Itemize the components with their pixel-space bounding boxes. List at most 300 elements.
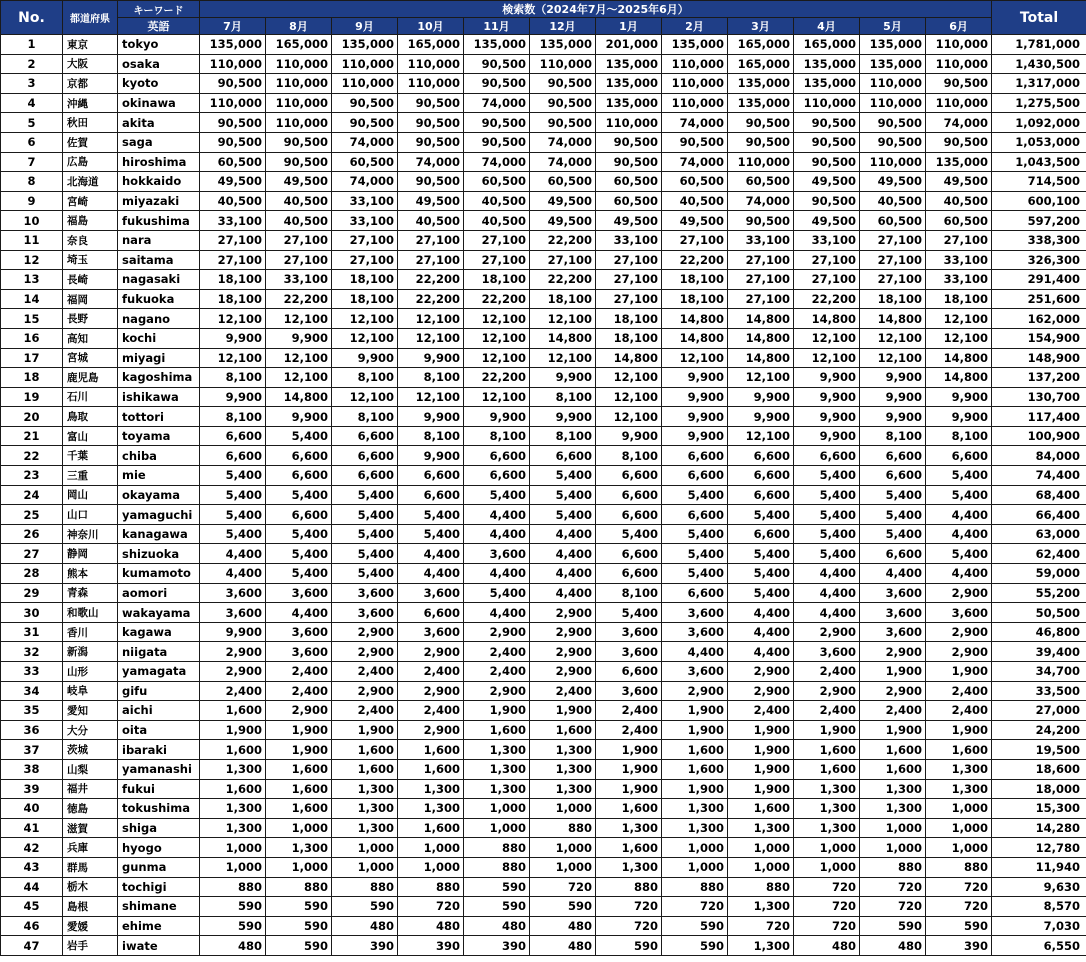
monthly-volume: 9,900 <box>728 407 794 427</box>
monthly-volume: 4,400 <box>794 603 860 623</box>
monthly-volume: 1,600 <box>596 838 662 858</box>
monthly-volume: 22,200 <box>464 289 530 309</box>
monthly-volume: 8,100 <box>596 583 662 603</box>
monthly-volume: 1,300 <box>728 936 794 956</box>
monthly-volume: 1,300 <box>398 799 464 819</box>
monthly-volume: 2,400 <box>332 662 398 682</box>
monthly-volume: 3,600 <box>464 544 530 564</box>
monthly-volume: 27,100 <box>728 250 794 270</box>
table-row <box>1 348 1086 368</box>
monthly-volume: 390 <box>464 936 530 956</box>
monthly-volume: 40,500 <box>266 191 332 211</box>
monthly-volume: 110,000 <box>266 74 332 94</box>
monthly-volume: 14,800 <box>794 309 860 329</box>
monthly-volume: 1,300 <box>860 779 926 799</box>
monthly-volume: 2,900 <box>200 662 266 682</box>
monthly-volume: 1,900 <box>266 740 332 760</box>
monthly-volume: 90,500 <box>926 132 992 152</box>
monthly-volume: 8,100 <box>530 387 596 407</box>
monthly-volume: 1,600 <box>398 759 464 779</box>
monthly-volume: 18,100 <box>464 270 530 290</box>
monthly-volume: 2,900 <box>530 622 596 642</box>
prefecture-name: 神奈川 <box>63 524 118 544</box>
monthly-volume: 8,100 <box>200 407 266 427</box>
table-row <box>1 681 1086 701</box>
total-volume: 100,900 <box>992 426 1086 446</box>
total-volume: 1,781,000 <box>992 35 1086 55</box>
monthly-volume: 9,900 <box>398 446 464 466</box>
monthly-volume: 90,500 <box>200 113 266 133</box>
total-volume: 50,500 <box>992 603 1086 623</box>
monthly-volume: 90,500 <box>728 113 794 133</box>
row-number: 24 <box>1 485 63 505</box>
monthly-volume: 1,000 <box>728 838 794 858</box>
table-row <box>1 270 1086 290</box>
total-volume: 19,500 <box>992 740 1086 760</box>
monthly-volume: 1,000 <box>860 838 926 858</box>
monthly-volume: 110,000 <box>662 93 728 113</box>
monthly-volume: 18,100 <box>200 289 266 309</box>
monthly-volume: 5,400 <box>662 564 728 584</box>
table-row <box>1 779 1086 799</box>
row-number: 47 <box>1 936 63 956</box>
monthly-volume: 22,200 <box>464 368 530 388</box>
total-volume: 74,400 <box>992 466 1086 486</box>
monthly-volume: 49,500 <box>266 172 332 192</box>
keyword-english: miyazaki <box>118 191 200 211</box>
table-row <box>1 622 1086 642</box>
prefecture-name: 宮城 <box>63 348 118 368</box>
total-volume: 33,500 <box>992 681 1086 701</box>
monthly-volume: 480 <box>530 936 596 956</box>
monthly-volume: 390 <box>332 936 398 956</box>
header-month: 11月 <box>464 18 530 35</box>
monthly-volume: 5,400 <box>332 544 398 564</box>
monthly-volume: 60,500 <box>926 211 992 231</box>
monthly-volume: 27,100 <box>728 270 794 290</box>
monthly-volume: 1,000 <box>926 818 992 838</box>
total-volume: 63,000 <box>992 524 1086 544</box>
monthly-volume: 5,400 <box>200 524 266 544</box>
monthly-volume: 1,600 <box>530 720 596 740</box>
prefecture-name: 京都 <box>63 74 118 94</box>
keyword-english: shiga <box>118 818 200 838</box>
monthly-volume: 74,000 <box>464 152 530 172</box>
row-number: 4 <box>1 93 63 113</box>
monthly-volume: 9,900 <box>662 407 728 427</box>
header-total: Total <box>992 1 1086 35</box>
monthly-volume: 18,100 <box>662 270 728 290</box>
monthly-volume: 390 <box>398 936 464 956</box>
keyword-english: fukushima <box>118 211 200 231</box>
keyword-english: shizuoka <box>118 544 200 564</box>
monthly-volume: 12,100 <box>596 407 662 427</box>
row-number: 18 <box>1 368 63 388</box>
monthly-volume: 4,400 <box>794 564 860 584</box>
monthly-volume: 480 <box>398 916 464 936</box>
monthly-volume: 6,600 <box>266 446 332 466</box>
monthly-volume: 110,000 <box>596 113 662 133</box>
keyword-english: okayama <box>118 485 200 505</box>
monthly-volume: 720 <box>530 877 596 897</box>
monthly-volume: 165,000 <box>266 35 332 55</box>
row-number: 17 <box>1 348 63 368</box>
monthly-volume: 2,900 <box>200 642 266 662</box>
monthly-volume: 18,100 <box>530 289 596 309</box>
table-row <box>1 113 1086 133</box>
monthly-volume: 27,100 <box>728 289 794 309</box>
monthly-volume: 74,000 <box>530 132 596 152</box>
total-volume: 130,700 <box>992 387 1086 407</box>
monthly-volume: 5,400 <box>332 524 398 544</box>
monthly-volume: 590 <box>200 897 266 917</box>
monthly-volume: 1,600 <box>200 701 266 721</box>
monthly-volume: 33,100 <box>728 230 794 250</box>
monthly-volume: 90,500 <box>926 74 992 94</box>
row-number: 37 <box>1 740 63 760</box>
monthly-volume: 5,400 <box>332 485 398 505</box>
monthly-volume: 27,100 <box>860 250 926 270</box>
monthly-volume: 1,300 <box>332 818 398 838</box>
monthly-volume: 3,600 <box>596 642 662 662</box>
monthly-volume: 135,000 <box>662 35 728 55</box>
monthly-volume: 2,900 <box>662 681 728 701</box>
monthly-volume: 110,000 <box>266 54 332 74</box>
monthly-volume: 9,900 <box>926 407 992 427</box>
monthly-volume: 2,900 <box>332 681 398 701</box>
monthly-volume: 2,400 <box>794 701 860 721</box>
monthly-volume: 480 <box>860 936 926 956</box>
table-row <box>1 426 1086 446</box>
monthly-volume: 135,000 <box>860 35 926 55</box>
monthly-volume: 135,000 <box>926 152 992 172</box>
monthly-volume: 90,500 <box>200 132 266 152</box>
keyword-english: kanagawa <box>118 524 200 544</box>
monthly-volume: 165,000 <box>728 54 794 74</box>
monthly-volume: 8,100 <box>398 368 464 388</box>
monthly-volume: 2,400 <box>398 662 464 682</box>
monthly-volume: 90,500 <box>596 152 662 172</box>
monthly-volume: 12,100 <box>332 328 398 348</box>
monthly-volume: 18,100 <box>200 270 266 290</box>
monthly-volume: 1,900 <box>266 720 332 740</box>
monthly-volume: 5,400 <box>200 485 266 505</box>
monthly-volume: 1,300 <box>464 779 530 799</box>
monthly-volume: 90,500 <box>332 93 398 113</box>
monthly-volume: 33,100 <box>200 211 266 231</box>
keyword-english: kochi <box>118 328 200 348</box>
monthly-volume: 5,400 <box>926 466 992 486</box>
monthly-volume: 3,600 <box>332 583 398 603</box>
monthly-volume: 12,100 <box>926 328 992 348</box>
table-row <box>1 54 1086 74</box>
monthly-volume: 90,500 <box>464 54 530 74</box>
monthly-volume: 9,900 <box>926 387 992 407</box>
monthly-volume: 90,500 <box>728 211 794 231</box>
prefecture-name: 大阪 <box>63 54 118 74</box>
monthly-volume: 12,100 <box>398 328 464 348</box>
table-row <box>1 603 1086 623</box>
monthly-volume: 2,900 <box>530 603 596 623</box>
monthly-volume: 2,400 <box>530 681 596 701</box>
monthly-volume: 880 <box>860 857 926 877</box>
total-volume: 251,600 <box>992 289 1086 309</box>
monthly-volume: 90,500 <box>794 191 860 211</box>
monthly-volume: 1,000 <box>860 818 926 838</box>
monthly-volume: 4,400 <box>464 505 530 525</box>
monthly-volume: 27,100 <box>926 230 992 250</box>
row-number: 29 <box>1 583 63 603</box>
row-number: 35 <box>1 701 63 721</box>
monthly-volume: 6,600 <box>596 564 662 584</box>
monthly-volume: 9,900 <box>266 407 332 427</box>
table-row <box>1 857 1086 877</box>
monthly-volume: 6,600 <box>266 505 332 525</box>
monthly-volume: 720 <box>860 877 926 897</box>
monthly-volume: 135,000 <box>728 74 794 94</box>
monthly-volume: 5,400 <box>662 485 728 505</box>
monthly-volume: 74,000 <box>926 113 992 133</box>
monthly-volume: 720 <box>926 897 992 917</box>
monthly-volume: 5,400 <box>596 524 662 544</box>
total-volume: 7,030 <box>992 916 1086 936</box>
row-number: 27 <box>1 544 63 564</box>
monthly-volume: 9,900 <box>398 348 464 368</box>
monthly-volume: 6,600 <box>926 446 992 466</box>
monthly-volume: 1,600 <box>200 779 266 799</box>
monthly-volume: 880 <box>596 877 662 897</box>
row-number: 14 <box>1 289 63 309</box>
monthly-volume: 33,100 <box>332 191 398 211</box>
monthly-volume: 8,100 <box>332 368 398 388</box>
monthly-volume: 27,100 <box>332 250 398 270</box>
monthly-volume: 5,400 <box>728 564 794 584</box>
keyword-english: tokushima <box>118 799 200 819</box>
monthly-volume: 1,000 <box>728 857 794 877</box>
monthly-volume: 22,200 <box>530 230 596 250</box>
monthly-volume: 2,900 <box>530 662 596 682</box>
monthly-volume: 40,500 <box>662 191 728 211</box>
monthly-volume: 49,500 <box>596 211 662 231</box>
prefecture-name: 三重 <box>63 466 118 486</box>
keyword-english: nagano <box>118 309 200 329</box>
table-body <box>1 35 1086 956</box>
monthly-volume: 4,400 <box>266 603 332 623</box>
monthly-volume: 720 <box>662 897 728 917</box>
table-row <box>1 466 1086 486</box>
monthly-volume: 2,900 <box>398 642 464 662</box>
monthly-volume: 6,600 <box>332 426 398 446</box>
monthly-volume: 2,400 <box>464 662 530 682</box>
monthly-volume: 6,600 <box>860 466 926 486</box>
monthly-volume: 110,000 <box>728 152 794 172</box>
monthly-volume: 27,100 <box>266 230 332 250</box>
monthly-volume: 27,100 <box>398 250 464 270</box>
monthly-volume: 2,900 <box>464 622 530 642</box>
row-number: 7 <box>1 152 63 172</box>
monthly-volume: 3,600 <box>200 603 266 623</box>
monthly-volume: 74,000 <box>530 152 596 172</box>
monthly-volume: 12,100 <box>332 309 398 329</box>
monthly-volume: 3,600 <box>596 622 662 642</box>
prefecture-name: 福島 <box>63 211 118 231</box>
monthly-volume: 6,600 <box>662 505 728 525</box>
monthly-volume: 9,900 <box>200 387 266 407</box>
header-month: 10月 <box>398 18 464 35</box>
monthly-volume: 4,400 <box>728 603 794 623</box>
monthly-volume: 1,000 <box>464 799 530 819</box>
monthly-volume: 110,000 <box>926 93 992 113</box>
monthly-volume: 1,300 <box>926 779 992 799</box>
monthly-volume: 1,600 <box>794 759 860 779</box>
monthly-volume: 12,100 <box>200 348 266 368</box>
monthly-volume: 6,600 <box>728 524 794 544</box>
monthly-volume: 27,100 <box>398 230 464 250</box>
monthly-volume: 12,100 <box>266 309 332 329</box>
table-row <box>1 818 1086 838</box>
prefecture-name: 長崎 <box>63 270 118 290</box>
monthly-volume: 1,300 <box>860 799 926 819</box>
monthly-volume: 3,600 <box>662 662 728 682</box>
monthly-volume: 9,900 <box>860 407 926 427</box>
keyword-english: kyoto <box>118 74 200 94</box>
monthly-volume: 2,400 <box>200 681 266 701</box>
monthly-volume: 12,100 <box>398 387 464 407</box>
monthly-volume: 1,000 <box>794 857 860 877</box>
monthly-volume: 1,300 <box>530 740 596 760</box>
monthly-volume: 2,400 <box>596 720 662 740</box>
prefecture-name: 北海道 <box>63 172 118 192</box>
table-row <box>1 407 1086 427</box>
monthly-volume: 60,500 <box>530 172 596 192</box>
prefecture-name: 沖縄 <box>63 93 118 113</box>
monthly-volume: 6,600 <box>200 426 266 446</box>
monthly-volume: 12,100 <box>596 387 662 407</box>
monthly-volume: 6,600 <box>860 544 926 564</box>
monthly-volume: 480 <box>200 936 266 956</box>
header-prefecture: 都道府県 <box>63 1 118 35</box>
monthly-volume: 2,900 <box>794 622 860 642</box>
monthly-volume: 90,500 <box>662 132 728 152</box>
monthly-volume: 5,400 <box>794 524 860 544</box>
monthly-volume: 8,100 <box>464 426 530 446</box>
monthly-volume: 40,500 <box>200 191 266 211</box>
monthly-volume: 880 <box>464 838 530 858</box>
row-number: 32 <box>1 642 63 662</box>
table-row <box>1 583 1086 603</box>
monthly-volume: 5,400 <box>332 564 398 584</box>
monthly-volume: 6,600 <box>662 583 728 603</box>
monthly-volume: 27,100 <box>860 230 926 250</box>
monthly-volume: 4,400 <box>530 583 596 603</box>
monthly-volume: 110,000 <box>200 54 266 74</box>
prefecture-name: 福井 <box>63 779 118 799</box>
monthly-volume: 5,400 <box>530 485 596 505</box>
table-row <box>1 152 1086 172</box>
monthly-volume: 49,500 <box>860 172 926 192</box>
monthly-volume: 5,400 <box>662 544 728 564</box>
row-number: 41 <box>1 818 63 838</box>
monthly-volume: 14,800 <box>860 309 926 329</box>
monthly-volume: 12,100 <box>266 348 332 368</box>
table-row <box>1 936 1086 956</box>
monthly-volume: 4,400 <box>926 505 992 525</box>
row-number: 20 <box>1 407 63 427</box>
monthly-volume: 5,400 <box>728 505 794 525</box>
monthly-volume: 2,400 <box>926 701 992 721</box>
header-keyword: キーワード <box>118 1 200 18</box>
monthly-volume: 590 <box>266 897 332 917</box>
prefecture-name: 岡山 <box>63 485 118 505</box>
monthly-volume: 1,300 <box>926 759 992 779</box>
monthly-volume: 1,300 <box>662 818 728 838</box>
monthly-volume: 90,500 <box>200 74 266 94</box>
table-row <box>1 328 1086 348</box>
monthly-volume: 1,300 <box>200 799 266 819</box>
monthly-volume: 135,000 <box>200 35 266 55</box>
monthly-volume: 22,200 <box>266 289 332 309</box>
monthly-volume: 8,100 <box>200 368 266 388</box>
total-volume: 8,570 <box>992 897 1086 917</box>
monthly-volume: 1,900 <box>662 701 728 721</box>
keyword-english: mie <box>118 466 200 486</box>
monthly-volume: 6,600 <box>662 446 728 466</box>
monthly-volume: 27,100 <box>200 250 266 270</box>
keyword-english: iwate <box>118 936 200 956</box>
monthly-volume: 8,100 <box>860 426 926 446</box>
monthly-volume: 720 <box>860 897 926 917</box>
monthly-volume: 90,500 <box>398 113 464 133</box>
monthly-volume: 74,000 <box>398 152 464 172</box>
monthly-volume: 1,600 <box>266 759 332 779</box>
monthly-volume: 110,000 <box>200 93 266 113</box>
monthly-volume: 27,100 <box>860 270 926 290</box>
monthly-volume: 720 <box>728 916 794 936</box>
monthly-volume: 8,100 <box>926 426 992 446</box>
monthly-volume: 1,900 <box>728 779 794 799</box>
monthly-volume: 3,600 <box>860 603 926 623</box>
monthly-volume: 12,100 <box>926 309 992 329</box>
monthly-volume: 33,100 <box>794 230 860 250</box>
monthly-volume: 2,900 <box>860 642 926 662</box>
monthly-volume: 135,000 <box>596 93 662 113</box>
monthly-volume: 1,000 <box>464 818 530 838</box>
monthly-volume: 18,100 <box>596 328 662 348</box>
prefecture-name: 秋田 <box>63 113 118 133</box>
keyword-english: okinawa <box>118 93 200 113</box>
monthly-volume: 22,200 <box>398 289 464 309</box>
total-volume: 148,900 <box>992 348 1086 368</box>
monthly-volume: 720 <box>398 897 464 917</box>
table-row <box>1 211 1086 231</box>
monthly-volume: 49,500 <box>530 191 596 211</box>
monthly-volume: 1,600 <box>662 740 728 760</box>
prefecture-name: 愛知 <box>63 701 118 721</box>
prefecture-name: 山形 <box>63 662 118 682</box>
monthly-volume: 1,000 <box>332 857 398 877</box>
total-volume: 55,200 <box>992 583 1086 603</box>
monthly-volume: 110,000 <box>398 54 464 74</box>
monthly-volume: 12,100 <box>596 368 662 388</box>
monthly-volume: 4,400 <box>200 564 266 584</box>
table-row <box>1 74 1086 94</box>
monthly-volume: 1,300 <box>200 759 266 779</box>
monthly-volume: 6,600 <box>596 544 662 564</box>
monthly-volume: 880 <box>464 857 530 877</box>
monthly-volume: 4,400 <box>860 564 926 584</box>
table-row <box>1 289 1086 309</box>
monthly-volume: 3,600 <box>398 622 464 642</box>
